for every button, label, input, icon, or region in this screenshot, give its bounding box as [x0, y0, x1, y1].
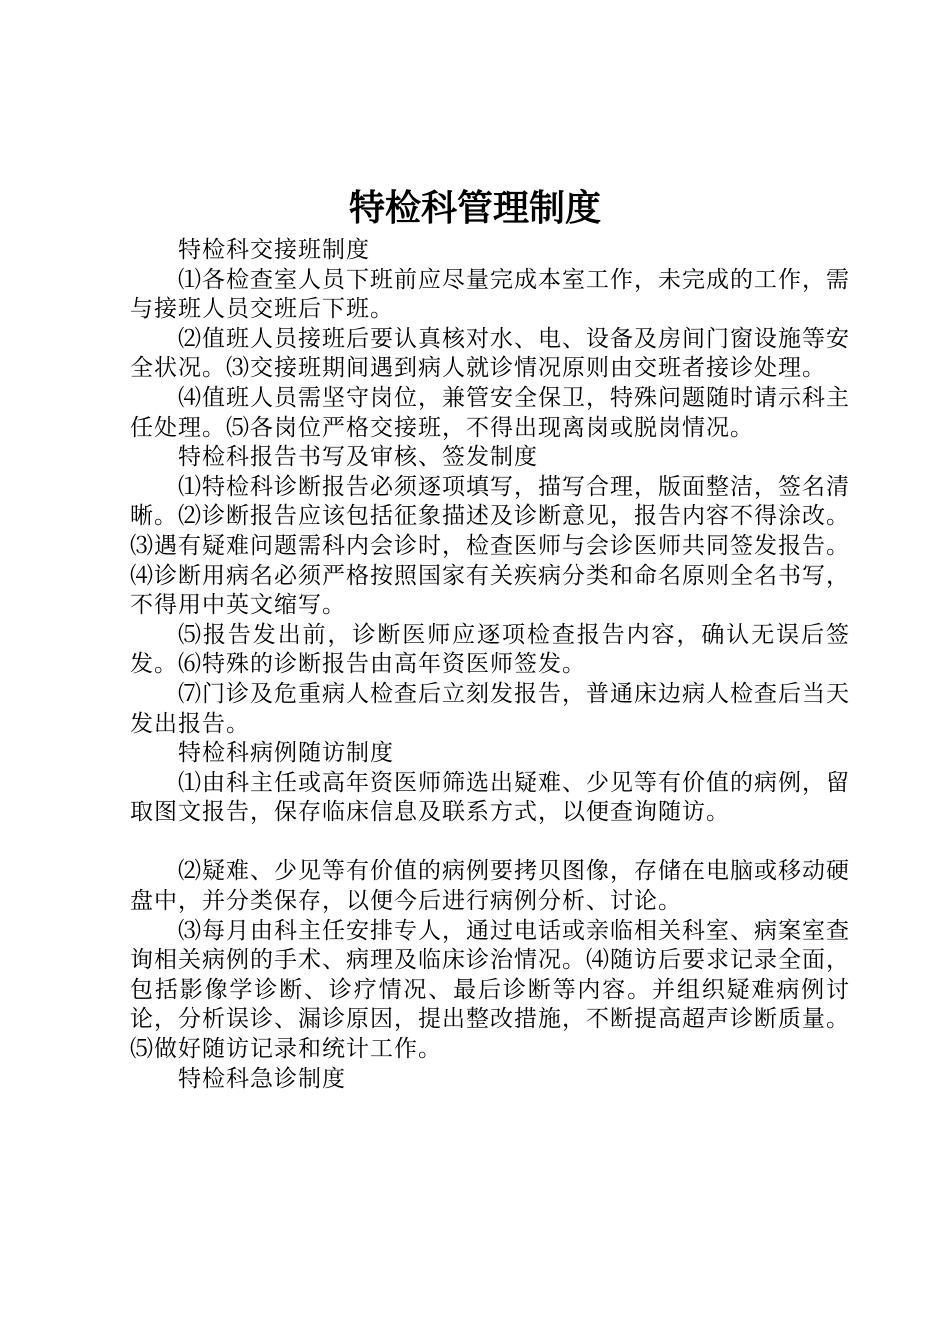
- paragraph: ⑵值班人员接班后要认真核对水、电、设备及房间门窗设施等安全状况。⑶交接班期间遇到病人就诊情况原则由交班者接诊处理。: [130, 325, 850, 382]
- section-heading-emergency: 特检科急诊制度: [178, 1065, 346, 1092]
- section-heading-report: 特检科报告书写及审核、签发制度: [178, 444, 538, 471]
- document-title: 特检科管理制度: [348, 187, 601, 229]
- paragraph: ⑷值班人员需坚守岗位，兼管安全保卫，特殊问题随时请示科主任处理。⑸各岗位严格交接班，不得出现离岗或脱岗情况。: [130, 384, 850, 441]
- paragraph: ⑴特检科诊断报告必须逐项填写，描写合理，版面整洁，签名清晰。⑵诊断报告应该包括征象描述及诊断意见，报告内容不得涂改。⑶遇有疑难问题需科内会诊时，检查医师与会诊医师共同签发报告。⑷诊断用病名必须严格按照国家有关疾病分类和命名原则全名书写，不得用中英文缩写。: [130, 473, 850, 619]
- paragraph: ⑶每月由科主任安排专人，通过电话或亲临相关科室、病案室查询相关病例的手术、病理及临床诊治情况。⑷随访后要求记录全面，包括影像学诊断、诊疗情况、最后诊断等内容。并组织疑难病例讨论，分析误诊、漏诊原因，提出整改措施，不断提高超声诊断质量。⑸做好随访记录和统计工作。: [130, 917, 850, 1063]
- document-body: [130, 236, 850, 1094]
- section-heading-handover: 特检科交接班制度: [178, 237, 370, 263]
- section-heading-followup: 特检科病例随访制度: [178, 740, 394, 767]
- paragraph: ⑺门诊及危重病人检查后立刻发报告，普通床边病人检查后当天发出报告。: [130, 680, 850, 737]
- paragraph: ⑵疑难、少见等有价值的病例要拷贝图像，存储在电脑或移动硬盘中，并分类保存，以便今后进行病例分析、讨论。: [130, 858, 850, 915]
- paragraph: ⑴各检查室人员下班前应尽量完成本室工作，未完成的工作，需与接班人员交班后下班。: [130, 266, 850, 323]
- paragraph: ⑴由科主任或高年资医师筛选出疑难、少见等有价值的病例，留取图文报告，保存临床信息及联系方式，以便查询随访。: [130, 769, 850, 826]
- paragraph: ⑸报告发出前，诊断医师应逐项检查报告内容，确认无误后签发。⑹特殊的诊断报告由高年资医师签发。: [130, 621, 850, 678]
